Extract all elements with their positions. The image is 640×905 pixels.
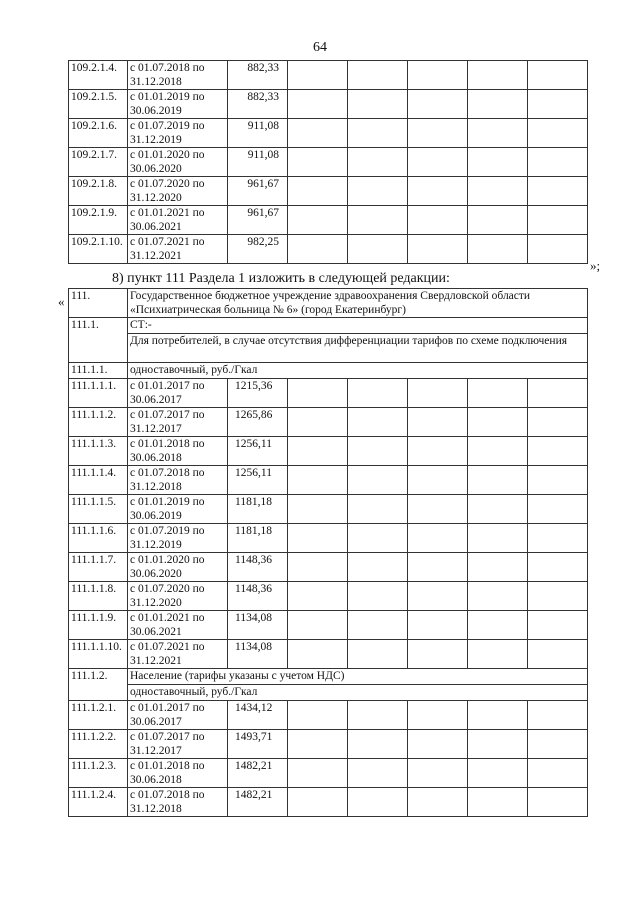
row-period: с 01.07.2020 по 31.12.2020 bbox=[128, 177, 228, 206]
row-value: 1134,08 bbox=[228, 611, 288, 640]
empty-cell bbox=[288, 408, 348, 437]
population-code: 111.1.2. bbox=[69, 669, 128, 701]
empty-cell bbox=[408, 730, 468, 759]
empty-cell bbox=[348, 61, 408, 90]
empty-cell bbox=[468, 730, 528, 759]
row-code: 111.1.1.8. bbox=[69, 582, 128, 611]
empty-cell bbox=[288, 177, 348, 206]
table-row bbox=[69, 90, 588, 119]
empty-cell bbox=[468, 437, 528, 466]
empty-cell bbox=[408, 524, 468, 553]
empty-cell bbox=[528, 701, 588, 730]
table-row bbox=[69, 730, 588, 759]
empty-cell bbox=[408, 495, 468, 524]
empty-cell bbox=[528, 61, 588, 90]
empty-cell bbox=[468, 177, 528, 206]
empty-cell bbox=[288, 379, 348, 408]
row-period: с 01.07.2020 по 31.12.2020 bbox=[128, 582, 228, 611]
empty-cell bbox=[468, 379, 528, 408]
row-code: 111.1.2.1. bbox=[69, 701, 128, 730]
row-value: 911,08 bbox=[228, 119, 288, 148]
empty-cell bbox=[528, 408, 588, 437]
empty-cell bbox=[288, 119, 348, 148]
empty-cell bbox=[288, 437, 348, 466]
empty-cell bbox=[468, 90, 528, 119]
closing-quote: »; bbox=[590, 258, 601, 273]
empty-cell bbox=[528, 206, 588, 235]
empty-cell bbox=[528, 640, 588, 669]
empty-cell bbox=[528, 90, 588, 119]
empty-cell bbox=[528, 730, 588, 759]
row-code: 111.1.1.5. bbox=[69, 495, 128, 524]
empty-cell bbox=[348, 90, 408, 119]
row-value: 882,33 bbox=[228, 90, 288, 119]
st-code: 111.1. bbox=[69, 318, 128, 363]
consumers-label: Для потребителей, в случае отсутствия дифференциации тарифов по схеме подключения bbox=[128, 334, 588, 363]
table-row bbox=[69, 640, 588, 669]
row-code: 109.2.1.5. bbox=[69, 90, 128, 119]
row-period: с 01.07.2017 по 31.12.2017 bbox=[128, 730, 228, 759]
row-value: 1215,36 bbox=[228, 379, 288, 408]
org-name: Государственное бюджетное учреждение здравоохранения Свердловской области «Психиатрическая больница № 6» (город Екатеринбург) bbox=[128, 289, 588, 318]
row-value: 1256,11 bbox=[228, 437, 288, 466]
empty-cell bbox=[288, 788, 348, 817]
row-period: с 01.01.2020 по 30.06.2020 bbox=[128, 553, 228, 582]
empty-cell bbox=[348, 408, 408, 437]
empty-cell bbox=[408, 90, 468, 119]
rate2-label: одноставочный, руб./Гкал bbox=[128, 685, 588, 701]
table-row bbox=[69, 235, 588, 264]
row-value: 1181,18 bbox=[228, 495, 288, 524]
empty-cell bbox=[468, 524, 528, 553]
empty-cell bbox=[408, 235, 468, 264]
empty-cell bbox=[348, 759, 408, 788]
st-row bbox=[69, 318, 588, 334]
empty-cell bbox=[348, 582, 408, 611]
empty-cell bbox=[468, 466, 528, 495]
empty-cell bbox=[408, 553, 468, 582]
empty-cell bbox=[408, 379, 468, 408]
empty-cell bbox=[468, 408, 528, 437]
empty-cell bbox=[468, 553, 528, 582]
table-row bbox=[69, 788, 588, 817]
row-period: с 01.01.2019 по 30.06.2019 bbox=[128, 90, 228, 119]
empty-cell bbox=[528, 553, 588, 582]
empty-cell bbox=[528, 611, 588, 640]
table-row bbox=[69, 582, 588, 611]
empty-cell bbox=[288, 553, 348, 582]
empty-cell bbox=[348, 206, 408, 235]
row-period: с 01.01.2017 по 30.06.2017 bbox=[128, 701, 228, 730]
st-label: СТ:- bbox=[128, 318, 588, 334]
empty-cell bbox=[348, 495, 408, 524]
table-row bbox=[69, 119, 588, 148]
row-period: с 01.07.2018 по 31.12.2018 bbox=[128, 788, 228, 817]
row-period: с 01.07.2021 по 31.12.2021 bbox=[128, 235, 228, 264]
row-period: с 01.01.2021 по 30.06.2021 bbox=[128, 611, 228, 640]
row-code: 111.1.2.3. bbox=[69, 759, 128, 788]
empty-cell bbox=[468, 582, 528, 611]
empty-cell bbox=[408, 206, 468, 235]
row-code: 111.1.2.2. bbox=[69, 730, 128, 759]
row-code: 109.2.1.4. bbox=[69, 61, 128, 90]
row-period: с 01.01.2018 по 30.06.2018 bbox=[128, 437, 228, 466]
org-row bbox=[69, 289, 588, 318]
opening-quote: « bbox=[58, 294, 65, 309]
row-value: 982,25 bbox=[228, 235, 288, 264]
table-row bbox=[69, 524, 588, 553]
empty-cell bbox=[468, 235, 528, 264]
row-value: 1134,08 bbox=[228, 640, 288, 669]
empty-cell bbox=[468, 61, 528, 90]
empty-cell bbox=[348, 148, 408, 177]
empty-cell bbox=[348, 640, 408, 669]
empty-cell bbox=[348, 524, 408, 553]
empty-cell bbox=[348, 611, 408, 640]
row-code: 109.2.1.6. bbox=[69, 119, 128, 148]
empty-cell bbox=[528, 495, 588, 524]
empty-cell bbox=[468, 640, 528, 669]
row-value: 1482,21 bbox=[228, 788, 288, 817]
empty-cell bbox=[348, 701, 408, 730]
empty-cell bbox=[528, 148, 588, 177]
empty-cell bbox=[468, 148, 528, 177]
row-code: 111.1.1.1. bbox=[69, 379, 128, 408]
rate2-row bbox=[69, 685, 588, 701]
empty-cell bbox=[348, 788, 408, 817]
row-value: 1482,21 bbox=[228, 759, 288, 788]
empty-cell bbox=[408, 466, 468, 495]
empty-cell bbox=[408, 788, 468, 817]
empty-cell bbox=[288, 495, 348, 524]
section-instruction: 8) пункт 111 Раздела 1 изложить в следующей редакции: bbox=[112, 271, 450, 286]
empty-cell bbox=[408, 61, 468, 90]
empty-cell bbox=[408, 177, 468, 206]
empty-cell bbox=[468, 495, 528, 524]
table-row bbox=[69, 611, 588, 640]
empty-cell bbox=[288, 61, 348, 90]
row-value: 1265,86 bbox=[228, 408, 288, 437]
empty-cell bbox=[288, 582, 348, 611]
empty-cell bbox=[528, 177, 588, 206]
row-code: 111.1.1.9. bbox=[69, 611, 128, 640]
empty-cell bbox=[528, 235, 588, 264]
table-row bbox=[69, 759, 588, 788]
row-code: 111.1.1.10. bbox=[69, 640, 128, 669]
empty-cell bbox=[408, 759, 468, 788]
table-row bbox=[69, 206, 588, 235]
rate1-label: одноставочный, руб./Гкал bbox=[128, 363, 588, 379]
row-code: 109.2.1.9. bbox=[69, 206, 128, 235]
empty-cell bbox=[528, 524, 588, 553]
empty-cell bbox=[528, 379, 588, 408]
empty-cell bbox=[348, 235, 408, 264]
empty-cell bbox=[408, 611, 468, 640]
empty-cell bbox=[408, 148, 468, 177]
row-period: с 01.07.2017 по 31.12.2017 bbox=[128, 408, 228, 437]
rate1-row bbox=[69, 363, 588, 379]
tariff-table-111 bbox=[68, 288, 588, 817]
empty-cell bbox=[348, 379, 408, 408]
empty-cell bbox=[288, 640, 348, 669]
row-value: 1181,18 bbox=[228, 524, 288, 553]
empty-cell bbox=[288, 466, 348, 495]
empty-cell bbox=[408, 408, 468, 437]
rate1-code: 111.1.1. bbox=[69, 363, 128, 379]
population-row bbox=[69, 669, 588, 685]
row-period: с 01.01.2020 по 30.06.2020 bbox=[128, 148, 228, 177]
empty-cell bbox=[528, 582, 588, 611]
table-row bbox=[69, 61, 588, 90]
consumers-row bbox=[69, 334, 588, 363]
row-code: 111.1.1.6. bbox=[69, 524, 128, 553]
empty-cell bbox=[408, 119, 468, 148]
empty-cell bbox=[288, 235, 348, 264]
empty-cell bbox=[288, 701, 348, 730]
table-row bbox=[69, 466, 588, 495]
row-value: 1256,11 bbox=[228, 466, 288, 495]
table-row bbox=[69, 177, 588, 206]
empty-cell bbox=[288, 730, 348, 759]
row-period: с 01.01.2021 по 30.06.2021 bbox=[128, 206, 228, 235]
row-code: 111.1.1.4. bbox=[69, 466, 128, 495]
row-value: 911,08 bbox=[228, 148, 288, 177]
empty-cell bbox=[348, 466, 408, 495]
row-period: с 01.07.2019 по 31.12.2019 bbox=[128, 524, 228, 553]
empty-cell bbox=[408, 582, 468, 611]
row-value: 1493,71 bbox=[228, 730, 288, 759]
row-code: 111.1.1.7. bbox=[69, 553, 128, 582]
row-period: с 01.01.2018 по 30.06.2018 bbox=[128, 759, 228, 788]
row-period: с 01.01.2017 по 30.06.2017 bbox=[128, 379, 228, 408]
row-value: 961,67 bbox=[228, 206, 288, 235]
empty-cell bbox=[468, 611, 528, 640]
empty-cell bbox=[288, 524, 348, 553]
row-period: с 01.01.2019 по 30.06.2019 bbox=[128, 495, 228, 524]
row-value: 1148,36 bbox=[228, 553, 288, 582]
tariff-table-109 bbox=[68, 60, 588, 264]
empty-cell bbox=[468, 701, 528, 730]
empty-cell bbox=[468, 759, 528, 788]
empty-cell bbox=[288, 90, 348, 119]
row-code: 111.1.1.2. bbox=[69, 408, 128, 437]
table-row bbox=[69, 701, 588, 730]
row-period: с 01.07.2018 по 31.12.2018 bbox=[128, 466, 228, 495]
table-row bbox=[69, 553, 588, 582]
empty-cell bbox=[528, 759, 588, 788]
empty-cell bbox=[528, 466, 588, 495]
row-period: с 01.07.2018 по 31.12.2018 bbox=[128, 61, 228, 90]
empty-cell bbox=[288, 611, 348, 640]
row-period: с 01.07.2019 по 31.12.2019 bbox=[128, 119, 228, 148]
row-code: 109.2.1.7. bbox=[69, 148, 128, 177]
org-code: 111. bbox=[69, 289, 128, 318]
empty-cell bbox=[288, 759, 348, 788]
empty-cell bbox=[468, 119, 528, 148]
row-code: 109.2.1.8. bbox=[69, 177, 128, 206]
empty-cell bbox=[348, 437, 408, 466]
empty-cell bbox=[408, 640, 468, 669]
row-code: 111.1.2.4. bbox=[69, 788, 128, 817]
empty-cell bbox=[348, 177, 408, 206]
row-code: 111.1.1.3. bbox=[69, 437, 128, 466]
row-value: 961,67 bbox=[228, 177, 288, 206]
empty-cell bbox=[288, 148, 348, 177]
table-row bbox=[69, 148, 588, 177]
empty-cell bbox=[408, 437, 468, 466]
row-value: 1148,36 bbox=[228, 582, 288, 611]
empty-cell bbox=[288, 206, 348, 235]
row-value: 1434,12 bbox=[228, 701, 288, 730]
table-row bbox=[69, 495, 588, 524]
row-value: 882,33 bbox=[228, 61, 288, 90]
table-row bbox=[69, 437, 588, 466]
empty-cell bbox=[468, 788, 528, 817]
row-code: 109.2.1.10. bbox=[69, 235, 128, 264]
empty-cell bbox=[468, 206, 528, 235]
empty-cell bbox=[348, 553, 408, 582]
empty-cell bbox=[348, 730, 408, 759]
empty-cell bbox=[348, 119, 408, 148]
table-row bbox=[69, 379, 588, 408]
population-label: Население (тарифы указаны с учетом НДС) bbox=[128, 669, 588, 685]
empty-cell bbox=[528, 119, 588, 148]
empty-cell bbox=[408, 701, 468, 730]
empty-cell bbox=[528, 788, 588, 817]
page-number: 64 bbox=[313, 40, 327, 55]
empty-cell bbox=[528, 437, 588, 466]
table-row bbox=[69, 408, 588, 437]
row-period: с 01.07.2021 по 31.12.2021 bbox=[128, 640, 228, 669]
